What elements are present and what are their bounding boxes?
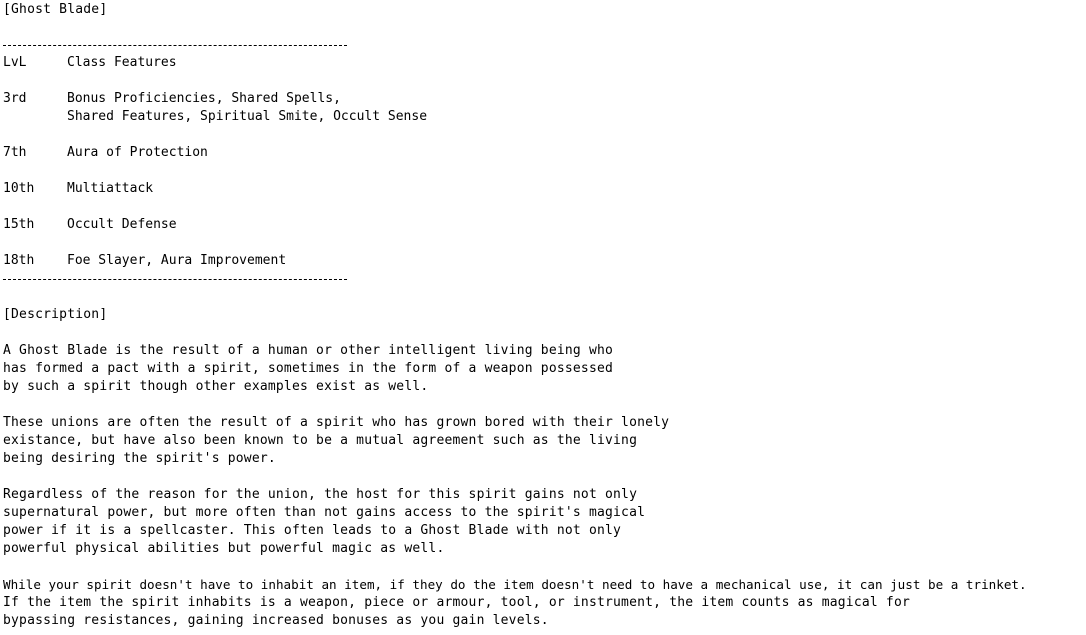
paragraph-line: Regardless of the reason for the union, the host for this spirit gains not only <box>3 487 638 502</box>
paragraph-line: While your spirit doesn't have to inhabit an item, if they do the item doesn't need to have a mechanical use, it can just be a trinket. <box>3 577 1027 592</box>
table-header-features: Class Features <box>67 55 177 70</box>
table-row-features: Shared Features, Spiritual Smite, Occult Sense <box>67 109 428 124</box>
table-row-features: Occult Defense <box>67 217 177 232</box>
table-bottom-divider <box>3 279 347 280</box>
paragraph-line: by such a spirit though other examples exist as well. <box>3 379 429 394</box>
paragraph-line: A Ghost Blade is the result of a human or other intelligent living being who <box>3 343 614 358</box>
paragraph-line: powerful physical abilities but powerful magic as well. <box>3 541 445 556</box>
paragraph-line: has formed a pact with a spirit, sometimes in the form of a weapon possessed <box>3 361 614 376</box>
table-header-level: LvL <box>3 55 27 70</box>
section-header-description: [Description] <box>3 307 108 322</box>
table-row-level: 3rd <box>3 91 27 106</box>
table-row-level: 15th <box>3 217 35 232</box>
paragraph-line: existance, but have also been known to be a mutual agreement such as the living <box>3 433 638 448</box>
table-row-level: 18th <box>3 253 35 268</box>
table-row-level: 10th <box>3 181 35 196</box>
table-row-features: Bonus Proficiencies, Shared Spells, <box>67 91 341 106</box>
table-row-features: Foe Slayer, Aura Improvement <box>67 253 287 268</box>
section-header-ghost-blade: [Ghost Blade] <box>3 2 108 17</box>
paragraph-line: power if it is a spellcaster. This often leads to a Ghost Blade with not only <box>3 523 622 538</box>
paragraph-line: being desiring the spirit's power. <box>3 451 276 466</box>
paragraph-line: bypassing resistances, gaining increased bonuses as you gain levels. <box>3 613 549 628</box>
table-top-divider <box>3 45 347 46</box>
paragraph-line: supernatural power, but more often than not gains access to the spirit's magical <box>3 505 646 520</box>
paragraph-line: If the item the spirit inhabits is a weapon, piece or armour, tool, or instrument, the item counts as magical for <box>3 595 911 610</box>
table-row-features: Multiattack <box>67 181 154 196</box>
table-row-features: Aura of Protection <box>67 145 208 160</box>
table-row-level: 7th <box>3 145 27 160</box>
paragraph-line: These unions are often the result of a spirit who has grown bored with their lonely <box>3 415 670 430</box>
